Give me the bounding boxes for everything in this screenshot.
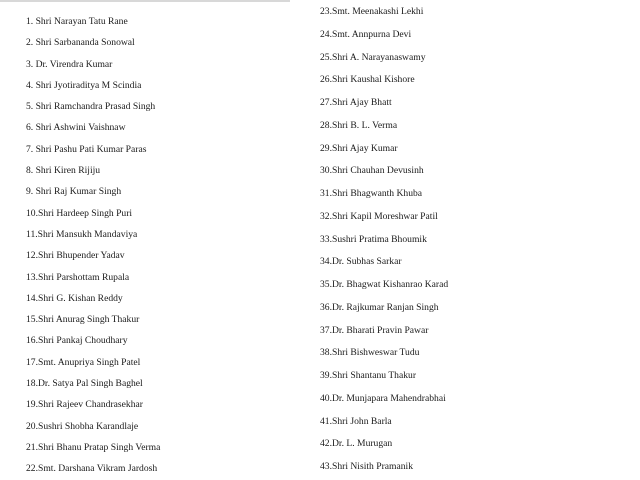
list-item: 38.Shri Bishweswar Tudu <box>320 347 420 359</box>
list-item: 2. Shri Sarbananda Sonowal <box>26 37 135 49</box>
list-item: 16.Shri Pankaj Choudhary <box>26 335 128 347</box>
list-item: 37.Dr. Bharati Pravin Pawar <box>320 324 429 336</box>
list-item: 15.Shri Anurag Singh Thakur <box>26 314 140 326</box>
list-item: 13.Shri Parshottam Rupala <box>26 271 130 283</box>
list-item: 31.Shri Bhagwanth Khuba <box>320 188 423 199</box>
list-item: 35.Dr. Bhagwat Kishanrao Karad <box>320 279 449 290</box>
list-item: 10.Shri Hardeep Singh Puri <box>26 207 133 219</box>
list-item: 21.Shri Bhanu Pratap Singh Verma <box>26 441 161 453</box>
list-item: 27.Shri Ajay Bhatt <box>320 97 392 108</box>
list-item: 8. Shri Kiren Rijiju <box>26 165 101 177</box>
list-item: 41.Shri John Barla <box>320 415 392 427</box>
list-item: 29.Shri Ajay Kumar <box>320 142 398 154</box>
list-item: 20.Sushri Shobha Karandlaje <box>26 420 139 432</box>
name-list-right <box>320 1 630 479</box>
list-item: 42.Dr. L. Murugan <box>320 438 393 450</box>
list-item: 36.Dr. Rajkumar Ranjan Singh <box>320 301 439 313</box>
list-item: 40.Dr. Munjapara Mahendrabhai <box>320 392 446 404</box>
list-item: 26.Shri Kaushal Kishore <box>320 74 415 86</box>
list-item: 3. Dr. Virendra Kumar <box>26 58 113 70</box>
list-item: 23.Smt. Meenakashi Lekhi <box>320 6 424 17</box>
list-item: 30.Shri Chauhan Devusinh <box>320 165 424 177</box>
list-item: 25.Shri A. Narayanaswamy <box>320 51 426 63</box>
list-item: 6. Shri Ashwini Vaishnaw <box>26 122 126 134</box>
list-item: 39.Shri Shantanu Thakur <box>320 370 417 381</box>
list-item: 5. Shri Ramchandra Prasad Singh <box>26 101 156 113</box>
list-item: 9. Shri Raj Kumar Singh <box>26 186 122 198</box>
list-item: 18.Dr. Satya Pal Singh Baghel <box>26 378 143 390</box>
list-item: 28.Shri B. L. Verma <box>320 119 398 131</box>
top-divider <box>0 0 290 2</box>
list-item: 24.Smt. Annpurna Devi <box>320 28 412 40</box>
list-item: 14.Shri G. Kishan Reddy <box>26 292 123 304</box>
list-item: 19.Shri Rajeev Chandrasekhar <box>26 399 143 411</box>
list-item: 4. Shri Jyotiraditya M Scindia <box>26 79 142 91</box>
list-item: 11.Shri Mansukh Mandaviya <box>26 228 138 240</box>
name-list-left <box>26 11 316 480</box>
list-item: 12.Shri Bhupender Yadav <box>26 250 125 262</box>
list-item: 22.Smt. Darshana Vikram Jardosh <box>26 463 158 475</box>
list-item: 34.Dr. Subhas Sarkar <box>320 256 402 268</box>
list-item: 43.Shri Nisith Pramanik <box>320 461 414 472</box>
list-item: 32.Shri Kapil Moreshwar Patil <box>320 210 438 222</box>
list-item: 1. Shri Narayan Tatu Rane <box>26 16 128 27</box>
list-item: 7. Shri Pashu Pati Kumar Paras <box>26 143 147 155</box>
list-item: 17.Smt. Anupriya Singh Patel <box>26 356 141 368</box>
list-item: 33.Sushri Pratima Bhoumik <box>320 233 427 245</box>
